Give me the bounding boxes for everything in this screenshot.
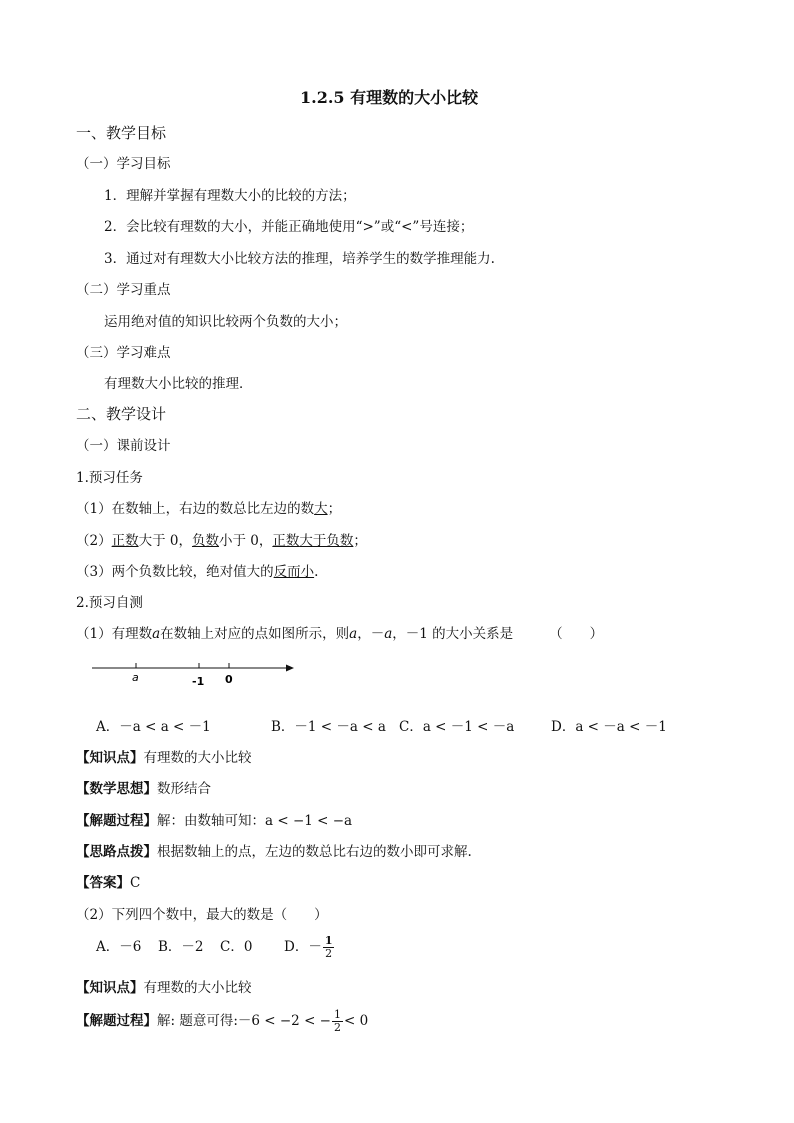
question-1: [76, 625, 603, 643]
tag-label: 【知识点】: [76, 750, 144, 766]
text-fragment: （1）有理数: [76, 626, 153, 642]
underlined-answer: 负数: [191, 533, 219, 549]
math-idea: [76, 780, 211, 798]
text-fragment: ；: [353, 533, 367, 549]
subheading-preclass: （一）课前设计: [76, 438, 171, 454]
fraction: [323, 935, 335, 960]
fraction-denominator: 2: [325, 947, 333, 960]
tag-value: < 0: [343, 1013, 369, 1029]
subheading-key-points: （二）学习重点: [76, 282, 171, 298]
tag-value: 解：由数轴可知：a < −1 < −a: [157, 813, 353, 829]
underlined-answer: 正数: [111, 533, 139, 549]
tick-label-a: a: [132, 671, 139, 684]
key-point-text: 运用绝对值的知识比较两个负数的大小；: [104, 314, 347, 330]
text-fragment: （1）在数轴上，右边的数总比左边的数: [76, 501, 315, 517]
number-line-figure: [90, 658, 300, 690]
underlined-answer: 反而小: [273, 564, 315, 580]
answer: [76, 874, 140, 892]
option-b: B．－1 < －a < a: [271, 719, 386, 735]
difficulty-text: 有理数大小比较的推理．: [104, 376, 253, 392]
tag-value: 根据数轴上的点，左边的数总比右边的数小即可求解.: [157, 844, 472, 860]
tick-label-minus-one: -1: [192, 675, 205, 688]
task-item-3: [76, 563, 318, 581]
text-fragment: ，－1 的大小关系是: [392, 626, 514, 642]
text-fragment: ；: [327, 501, 342, 517]
underlined-answer: 大于负数: [299, 533, 354, 549]
option-d: D．a < －a < －1: [551, 719, 667, 735]
goal-item: 3．通过对有理数大小比较方法的推理，培养学生的数学推理能力.: [104, 251, 495, 267]
knowledge-point: [76, 979, 252, 997]
goal-item: 1．理解并掌握有理数大小的比较的方法；: [104, 188, 356, 204]
tag-label: 【解题过程】: [76, 1013, 157, 1029]
subheading-learning-goals: （一）学习目标: [76, 156, 171, 172]
tag-label: 【解题过程】: [76, 813, 157, 829]
section-heading-objectives: 一、教学目标: [76, 124, 167, 142]
text-fragment: 在数轴上对应的点如图所示，则: [160, 626, 350, 642]
fraction-denominator: 2: [333, 1021, 341, 1034]
self-test-heading: 2.预习自测: [76, 595, 143, 611]
arrow-icon: [286, 665, 294, 672]
solution-process: [76, 812, 352, 830]
subheading-difficulties: （三）学习难点: [76, 345, 171, 361]
option-a: A．－a < a < －1: [96, 719, 211, 735]
tick-label-zero: 0: [225, 673, 233, 686]
text-fragment: 小于 0，: [218, 533, 273, 549]
thinking-hint: [76, 843, 472, 861]
fraction-numerator: 1: [324, 934, 333, 947]
text-fragment: 大于 0，: [138, 533, 192, 549]
math-variable: a: [152, 626, 161, 642]
answer-parentheses: （ ）: [549, 626, 604, 642]
section-heading-design: 二、教学设计: [76, 405, 167, 423]
page-title: 1.2.5 有理数的大小比较: [300, 88, 479, 107]
tag-value: C: [130, 875, 141, 891]
tag-value: 有理数的大小比较: [143, 980, 252, 996]
task-item-2: [76, 532, 367, 550]
fraction-numerator: 1: [333, 1008, 341, 1021]
option-c: C．0: [220, 939, 253, 955]
text-fragment: ，－: [357, 626, 385, 642]
tag-value: 数形结合: [157, 781, 211, 797]
knowledge-point: [76, 749, 252, 767]
underlined-answer: 正数: [272, 533, 300, 549]
tag-label: 【答案】: [76, 875, 130, 891]
tag-label: 【思路点拨】: [76, 844, 157, 860]
task-item-1: [76, 500, 341, 518]
fraction: [332, 1009, 343, 1034]
tag-value: 解: 题意可得:－6 < −2 < −: [157, 1013, 331, 1029]
q2-options: [96, 934, 335, 960]
preview-task-heading: 1.预习任务: [76, 470, 143, 486]
text-fragment: （3）两个负数比较，绝对值大的: [76, 564, 274, 580]
option-c: C．a < －1 < －a: [399, 719, 515, 735]
option-b: B．－2: [158, 939, 204, 955]
tag-label: 【知识点】: [76, 980, 144, 996]
option-a: A．－6: [96, 939, 142, 955]
math-variable: a: [349, 626, 358, 642]
math-variable: a: [384, 626, 393, 642]
option-d-prefix: D．－: [284, 939, 322, 955]
goal-item: 2．会比较有理数的大小，并能正确地使用“>”或“<”号连接；: [104, 219, 474, 235]
text-fragment: .: [314, 564, 319, 580]
tag-label: 【数学思想】: [76, 781, 157, 797]
question-2: （2）下列四个数中，最大的数是（ ）: [76, 907, 328, 923]
option-d: [284, 934, 335, 960]
solution-process: [76, 1008, 368, 1034]
q1-options: [96, 718, 667, 736]
tag-value: 有理数的大小比较: [143, 750, 252, 766]
underlined-answer: 大: [314, 501, 328, 517]
text-fragment: （2）: [76, 533, 112, 549]
